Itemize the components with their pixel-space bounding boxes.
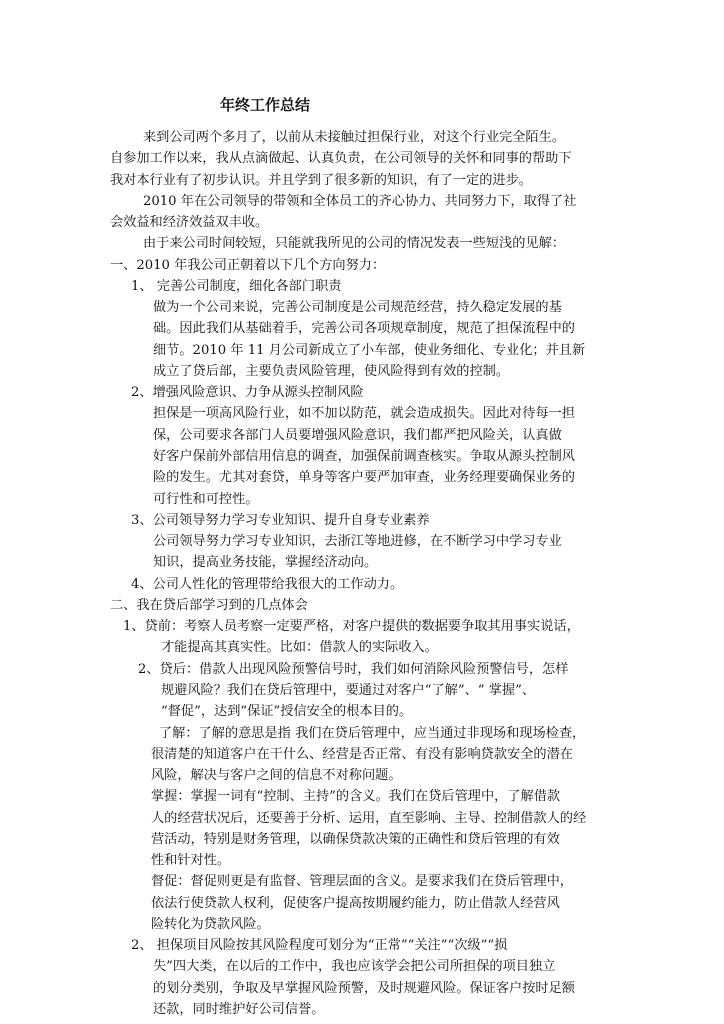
paragraph-line: 公司领导努力学习专业知识，去浙江等地进修，在不断学习中学习专业 <box>153 534 562 550</box>
paragraph-line: 知识，提高业务技能，掌握经济动向。 <box>153 555 378 571</box>
paragraph-line: 还款，同时维护好公司信誉。 <box>153 1002 325 1017</box>
list-item-heading: 1、 完善公司制度，细化各部门职责 <box>131 278 342 294</box>
paragraph-line: “督促”，达到“保证”授信安全的根本目的。 <box>161 704 413 720</box>
paragraph-line: 保，公司要求各部门人员要增强风险意识，我们都严把风险关，认真做 <box>153 427 562 443</box>
paragraph-line: 础。因此我们从基础着手，完善公司各项规章制度，规范了担保流程中的 <box>153 321 575 337</box>
list-item-heading: 2、增强风险意识、力争从源头控制风险 <box>131 385 364 401</box>
paragraph-line: 险的发生。尤其对套贷，单身等客户要严加审查，业务经理要确保业务的 <box>153 470 575 486</box>
list-item-heading: 1、贷前：考察人员考察一定要严格，对客户提供的数据要争取其用事实说话， <box>123 619 580 635</box>
paragraph-line: 由于来公司时间较短，只能就我所见的公司的情况发表一些短浅的见解： <box>143 236 565 252</box>
paragraph-line: 自参加工作以来，我从点滴做起、认真负责，在公司领导的关怀和同事的帮助下 <box>110 151 572 167</box>
paragraph-line: 督促：督促则更是有监督、管理层面的含义。是要求我们在贷后管理中， <box>151 874 573 890</box>
paragraph-line: 可行性和可控性。 <box>153 491 259 507</box>
paragraph-line: 营活动，特别是财务管理，以确保贷款决策的正确性和贷后管理的有效 <box>151 831 560 847</box>
paragraph-line: 细节。2010 年 11 月公司新成立了小车部，使业务细化、专业化；并且新 <box>153 342 586 358</box>
paragraph-line: 担保是一项高风险行业，如不加以防范，就会造成损失。因此对待每一担 <box>153 406 575 422</box>
paragraph-line: 了解：了解的意思是指 我们在贷后管理中，应当通过非现场和现场检查， <box>159 725 586 741</box>
paragraph-line: 才能提高其真实性。比如：借款人的实际收入。 <box>161 640 438 656</box>
list-item-heading: 2、贷后：借款人出现风险预警信号时，我们如何消除风险预警信号，怎样 <box>138 661 569 677</box>
paragraph-line: 2010 年在公司领导的带领和全体员工的齐心协力、共同努力下，取得了社 <box>143 193 577 209</box>
paragraph-line: 做为一个公司来说，完善公司制度是公司规范经营，持久稳定发展的基 <box>153 300 562 316</box>
list-item-heading: 4、公司人性化的管理带给我很大的工作动力。 <box>131 576 404 592</box>
paragraph-line: 风险，解决与客户之间的信息不对称问题。 <box>151 768 402 784</box>
paragraph-line: 险转化为贷款风险。 <box>151 916 270 932</box>
paragraph-line: 好客户保前外部信用信息的调查，加强保前调查核实。争取从源头控制风 <box>153 449 575 465</box>
section-heading: 一、2010 年我公司正朝着以下几个方向努力： <box>110 257 386 273</box>
section-heading: 二、我在贷后部学习到的几点体会 <box>110 597 308 613</box>
paragraph-line: 性和针对性。 <box>151 853 231 869</box>
paragraph-line: 失”四大类，在以后的工作中，我也应该学会把公司所担保的项目独立 <box>153 959 556 975</box>
paragraph-line: 来到公司两个多月了，以前从未接触过担保行业，对这个行业完全陌生。 <box>143 130 565 145</box>
paragraph-line: 很清楚的知道客户在干什么、经营是否正常、有没有影响贷款安全的潜在 <box>151 746 573 762</box>
paragraph-line: 的划分类别，争取及早掌握风险预警，及时规避风险。保证客户按时足额 <box>153 980 575 996</box>
paragraph-line: 成立了贷后部，主要负责风险管理，使风险得到有效的控制。 <box>153 363 510 379</box>
paragraph-line: 掌握：掌握一词有“控制、主持”的含义。我们在贷后管理中，了解借款 <box>151 789 561 805</box>
paragraph-line: 我对本行业有了初步认识。并且学到了很多新的知识，有了一定的进步。 <box>110 172 532 188</box>
list-item-heading: 3、公司领导努力学习专业知识、提升自身专业素养 <box>131 512 430 528</box>
list-item-heading: 2、 担保项目风险按其风险程度可划分为“正常”“关注”“次级”“损 <box>131 938 508 954</box>
page-title: 年终工作总结 <box>220 96 311 114</box>
paragraph-line: 依法行使贷款人权利，促使客户提高按期履约能力，防止借款人经营风 <box>151 895 560 911</box>
paragraph-line: 规避风险？我们在贷后管理中，要通过对客户“了解”、“ 掌握”、 <box>161 682 536 698</box>
paragraph-line: 人的经营状况后，还要善于分析、运用，直至影响、主导、控制借款人的经 <box>151 810 587 826</box>
paragraph-line: 会效益和经济效益双丰收。 <box>110 215 269 231</box>
